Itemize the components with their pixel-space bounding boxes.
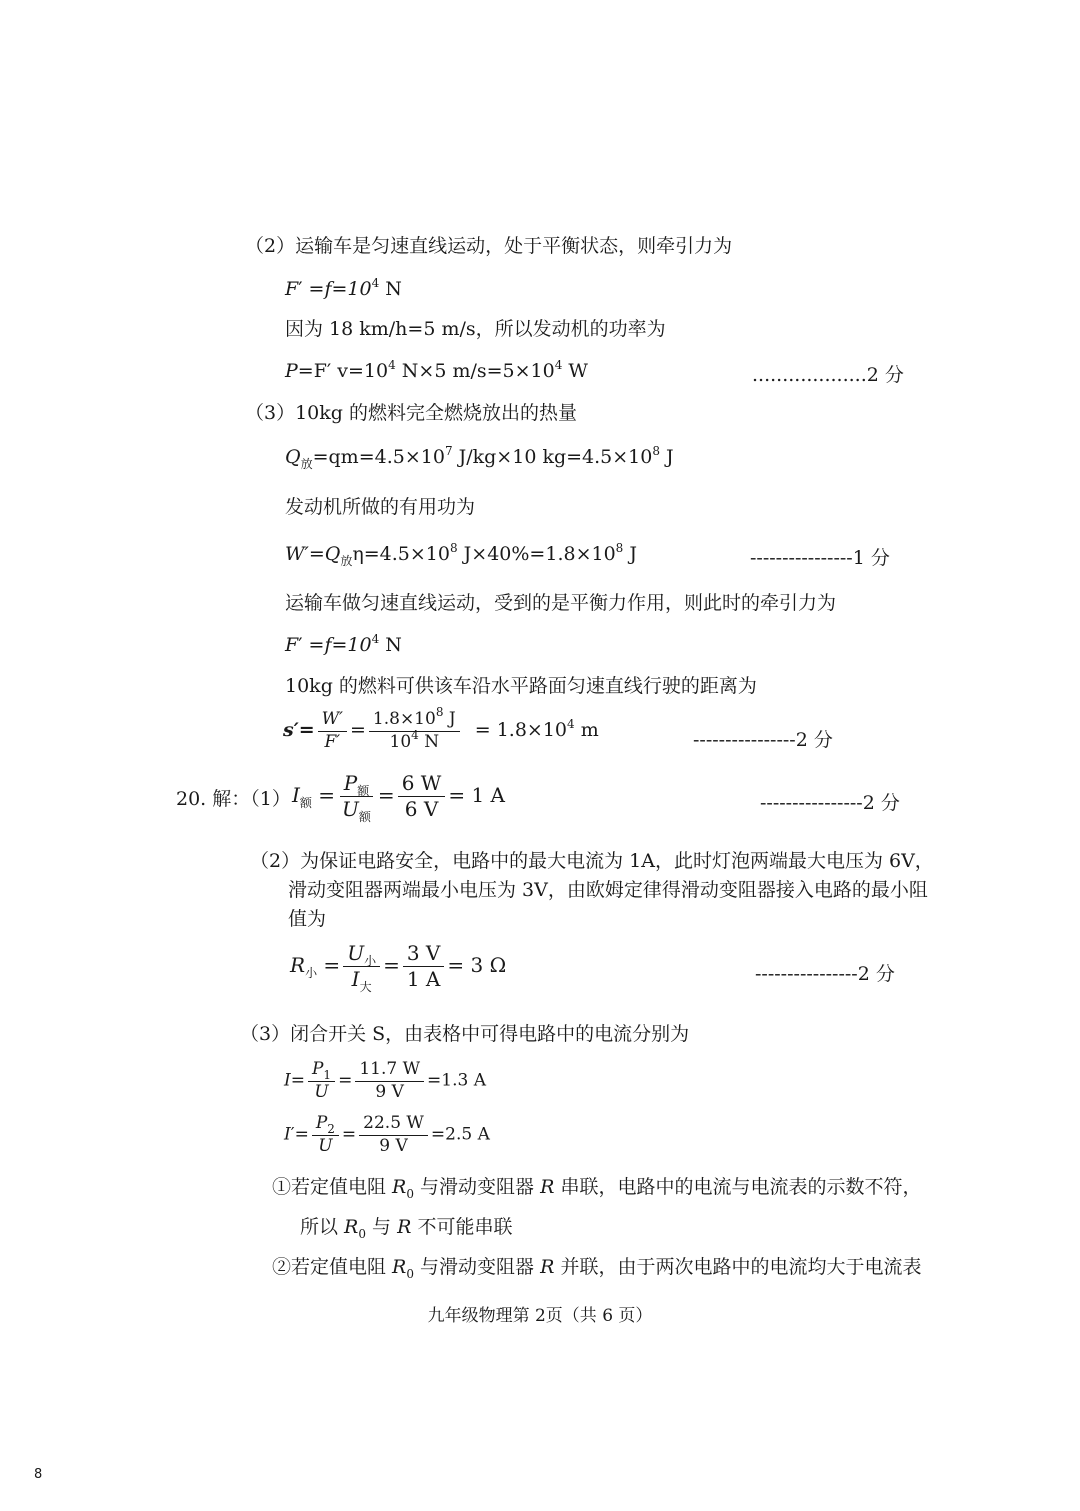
speed-conversion-text: 因为 18 km/h=5 m/s，所以发动机的功率为 [285,318,666,340]
part3-heading: （3）10kg 的燃料完全燃烧放出的热量 [245,402,577,424]
useful-work-text: 发动机所做的有用功为 [285,496,476,518]
traction-equation: $F' =f=10^4$ N [285,276,402,300]
page-number: 8 [34,1467,43,1482]
score-mark: ----------------2 分 [693,729,833,751]
distance-equation: s′= $\frac{W'}{F'}$ = $\frac{1.8\times 10^8 J}{10^4 N}$ = $1.8\times 10^4$ m [283,705,599,752]
part2-line-3: 值为 [288,908,327,930]
score-mark: ----------------1 分 [750,547,890,569]
case-series-line-2: 所以 $R_0$ 与 R 不可能串联 [300,1216,513,1241]
work-equation: $W'=Q_放\eta=4.5\times 10^8$ $J\times 40\%=1.8\times 10^8$ J [285,541,637,568]
current-equation-1: I= $\frac{P_1}{U}$ = $\frac{11.7 W}{9 V}$ =1.3 A [284,1059,487,1102]
case-series-line-1: ①若定值电阻 $R_0$ 与滑动变阻器 R 串联，电路中的电流与电流表的示数不符， [272,1176,922,1201]
balance-force-text: 运输车做匀速直线运动，受到的是平衡力作用，则此时的牵引力为 [285,592,837,614]
score-mark: ----------------2 分 [760,792,900,814]
power-equation: P=F′ $v=10^4$ N×5 $m/s=5\times 10^4$ W [285,358,588,382]
part3-heading-q20: （3）闭合开关 S，由表格中可得电路中的电流分别为 [240,1023,690,1045]
rated-current-equation: $I_额$ = $\frac{P_额}{U_额}$ = $\frac{6 W}{6 V}$ = 1 A [292,771,505,824]
score-mark: ...................2 分 [752,364,904,386]
page-footer: 九年级物理第 2页（共 6 页） [427,1306,653,1326]
traction-equation-2: $F' =f=10^4$ N [285,632,402,656]
part2-line-2: 滑动变阻器两端最小电压为 3V，由欧姆定律得滑动变阻器接入电路的最小阻 [288,879,928,901]
current-equation-2: I′= $\frac{P_2}{U}$ = $\frac{22.5 W}{9 V}$ =2.5 A [284,1113,490,1156]
heat-equation: $Q_放=qm=4.5\times 10^7$ J/kg×10 $kg=4.5\times 10^8$ J [285,444,674,471]
part2-heading: （2）运输车是匀速直线运动，处于平衡状态，则牵引力为 [245,235,733,257]
part2-line-1: （2）为保证电路安全，电路中的最大电流为 1A，此时灯泡两端最大电压为 6V， [250,850,934,872]
q20-label: 20. 解：（1） [176,788,291,810]
min-resistance-equation: $R_小$ = $\frac{U_小}{I_大}$ = $\frac{3 V}{1 A}$ = 3 Ω [290,941,507,994]
case-parallel-line: ②若定值电阻 $R_0$ 与滑动变阻器 R 并联，由于两次电路中的电流均大于电流表 [272,1256,922,1281]
score-mark: ----------------2 分 [755,963,895,985]
distance-text: 10kg 的燃料可供该车沿水平路面匀速直线行驶的距离为 [285,675,757,697]
